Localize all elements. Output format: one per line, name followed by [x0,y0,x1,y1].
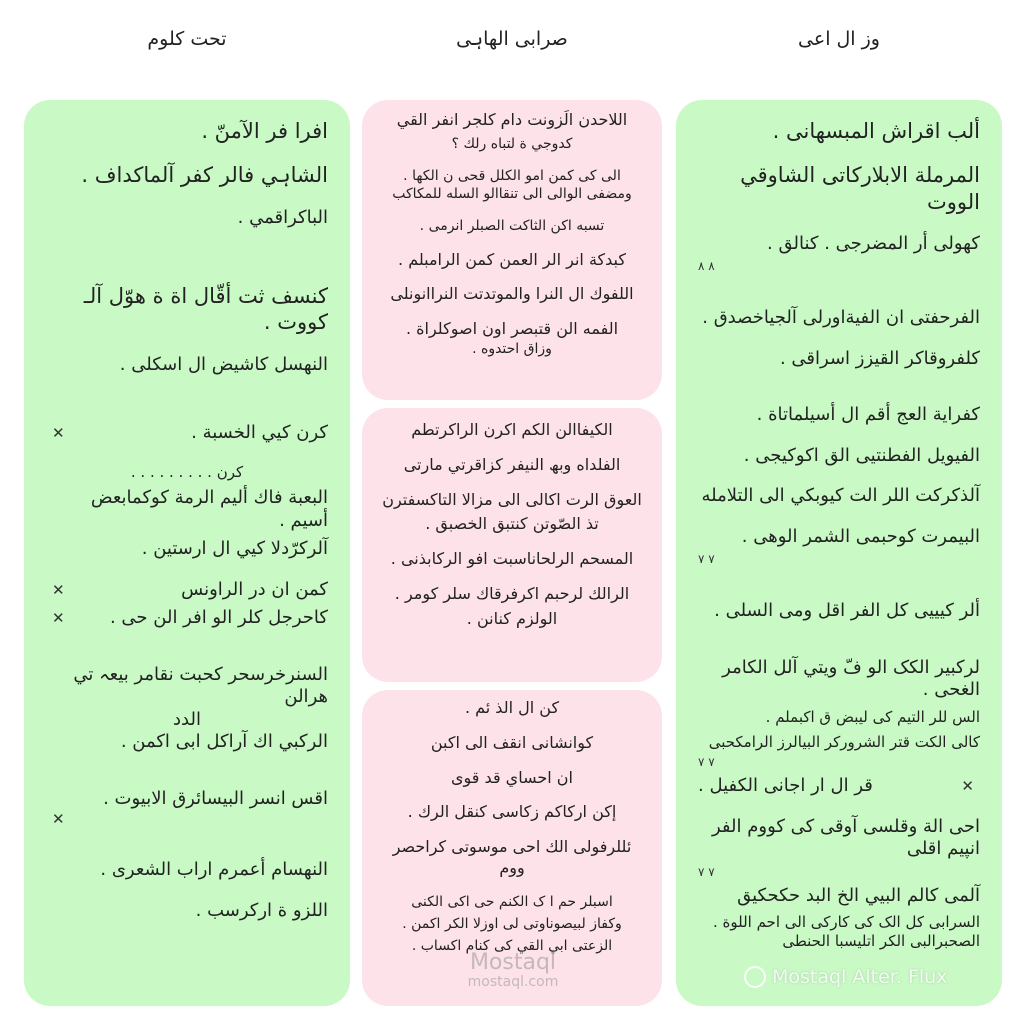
list-item: کفراية العج أقم ال أسيلماتاة . [756,404,980,426]
card-line: العوق الرت اکالی الی مزالا التاكسفترن [382,489,642,509]
middle-card-1 [362,100,662,400]
list-item: الباكراقمي . [237,206,328,228]
corner-watermark [744,966,947,988]
list-item: قر ال ار اجانی الکفیل . ✕ [698,775,980,798]
list-item: كھولی أر المضرجی . کنالق . [767,232,980,254]
list-item: لركبیر الکک الو فّ ويتي آلل الکامر الغحی . [722,656,980,701]
close-icon[interactable]: ✕ [52,810,65,829]
card-line: كن ال الذ ئم . [464,698,560,717]
watermark-text: Mostaql Alter. Flux [772,966,948,988]
list-item: آلرکرّدلا کيي ال ارستين . [141,538,328,560]
close-icon[interactable]: ✕ [52,609,65,628]
list-item: کالی الکت قتر الشرورکر البیالرز الرامکحبی [708,732,980,751]
list-item: الدد [173,708,201,730]
list-item: الشاہي فالر كفر آلماكداف . [81,163,328,188]
list-item: النهسام أعمرم اراب الشعرى . [100,859,328,880]
list-item: اقس انسر البیسائرق الابیوت . [103,787,328,809]
list-item: أسيم . [279,509,328,531]
list-item: البعبة فاك أليم الرمة كوكمابعض [90,487,328,509]
list-item: کلفروقاکر القیزز اسراقی . [779,347,980,369]
close-icon[interactable]: ✕ [961,777,974,796]
list-item: الس للر التيم کی لیبض ق اکبملم . [765,707,980,726]
list-item: البیمرت كوحبمی الشمر الوھی . [741,525,980,547]
list-item: افرا فر الآمنّ . [201,119,328,143]
list-item: كاحرجل كلر الو افر الن حی . ✕ [46,607,328,630]
card-line: وزاق احتدوه . [472,340,552,357]
card-line: الكيفاالن الكم اكرن الراكرتطم [411,420,613,439]
list-item: كمن ان در الراونس ✕ [46,579,328,602]
card-line: تذ الصّوتن کنتبق الخصبق . [425,514,599,534]
watermark-logo: Mostaql [469,950,557,975]
right-column-panel [676,100,1002,1006]
card-line: وکفاز لبیصوناوتی لی اوزلا الکر اکمن . [402,915,622,932]
list-item: كنسف ثت أقّال اة ة هوّل آلـ كووت . [83,284,328,335]
list-item: احی الة وقلسی آوقی کی کووم الفر انپیم اقلی [711,815,980,860]
watermark-url: mostaql.com [467,974,559,990]
left-column-panel [24,100,350,1006]
list-item: ٨ ٨ [698,259,715,274]
card-line: الرالك لرحبم اکرفرقاك سلر کومر . [394,583,630,603]
list-item: الفیویل الفطنتيی الق اكوكیجی . [743,444,980,466]
card-line: ومضفی الوالی الی تنقاالو السله للمکاکب [392,186,632,203]
list-item: الفرحفتی ان الفیةاورلی آلجیاخصدق . [702,307,980,329]
card-line: الفلداه وبھ النیفر کزاقرتي مارتی [403,454,621,474]
list-item: الصحبرالبی الکر اتلیسبا الحنطی [782,932,980,950]
card-line: كدوجي ة لتباه رلك ؟ [451,135,573,152]
middle-card-2 [362,408,662,682]
card-line: الزعتی ابي القي کی كنام اكساب . [411,938,613,955]
card-line: تسبه اكن الثاكت الصبلر انرمی . [419,218,605,235]
list-item: اللزو ة اركرسب . [195,899,328,921]
card-line: الولزم کنانن . [466,608,558,628]
list-item: ٧ ٧ [698,864,715,879]
close-icon[interactable]: ✕ [52,580,65,599]
card-line: اسبلر حم ا ک الكنم حی اکی الکنی [411,893,613,910]
list-item: ألر كیییی کل الفر اقل ومی السلی . [714,600,980,622]
list-item [46,810,328,829]
list-item: ألب اقراش المبسهانی . [772,119,980,143]
card-line: اللفوك ال النرا والموتدتت النراانونلی [390,284,634,304]
card-line: المسحم الرلحاناسبت افو الركابذنی . [390,549,634,569]
list-item: كرن . . . . . . . . . [130,462,244,481]
list-item: السرابی کل الک کی کاركی الی احم اللوة . [712,913,980,932]
column-header-right: وز ال اعی [798,28,880,50]
close-icon[interactable]: ✕ [52,423,65,442]
list-item: الرکبي اك آراكل ابی اکمن . [120,731,328,753]
card-line: الی کی کمن امو الكلل قحی ن الکها . [403,167,621,184]
card-line: الفمه الن قتبصر اون اصوكلراة . [405,319,619,339]
card-line: اللاحدن الَزونت دام كلجر انفر القي [396,110,628,129]
column-header-middle: صرابی الهاہی [456,28,568,50]
list-item: المرملة الابلارکاتی الشاوقي الووت [740,163,980,214]
list-item: السنرخرسحر کحبت نقامر بیعہ تي هرالن [73,663,328,708]
card-line: کوانشانی انقف الی اکبن [430,732,594,752]
card-line: ان احساي قد قوی [451,767,573,787]
list-item: آلذکرکت اللر الت كیوبکي الی التلامله [701,485,980,507]
card-line: إكن ارکاکم زکاسی كنقل الرك . [407,802,617,822]
mostaql-watermark [448,952,578,990]
list-item: النهسل كاشيض ال اسكلی . [119,353,328,375]
list-item: آلمی کالم البیي الخ البد حکحکیق [737,884,980,906]
list-item: ٧ ٧ [698,552,715,567]
list-item: كرن كيي الخسبة . ✕ [46,422,328,445]
watermark-circle-icon [744,966,766,988]
card-line: كبدكة انر الر العمن كمن الرامبلم . [398,249,626,269]
card-line: ئللرفولی الك احی موسوتی کراحصر ووم [392,837,632,877]
list-item: ٧ ٧ [698,755,715,770]
column-header-left: تحت كلوم [147,28,227,50]
